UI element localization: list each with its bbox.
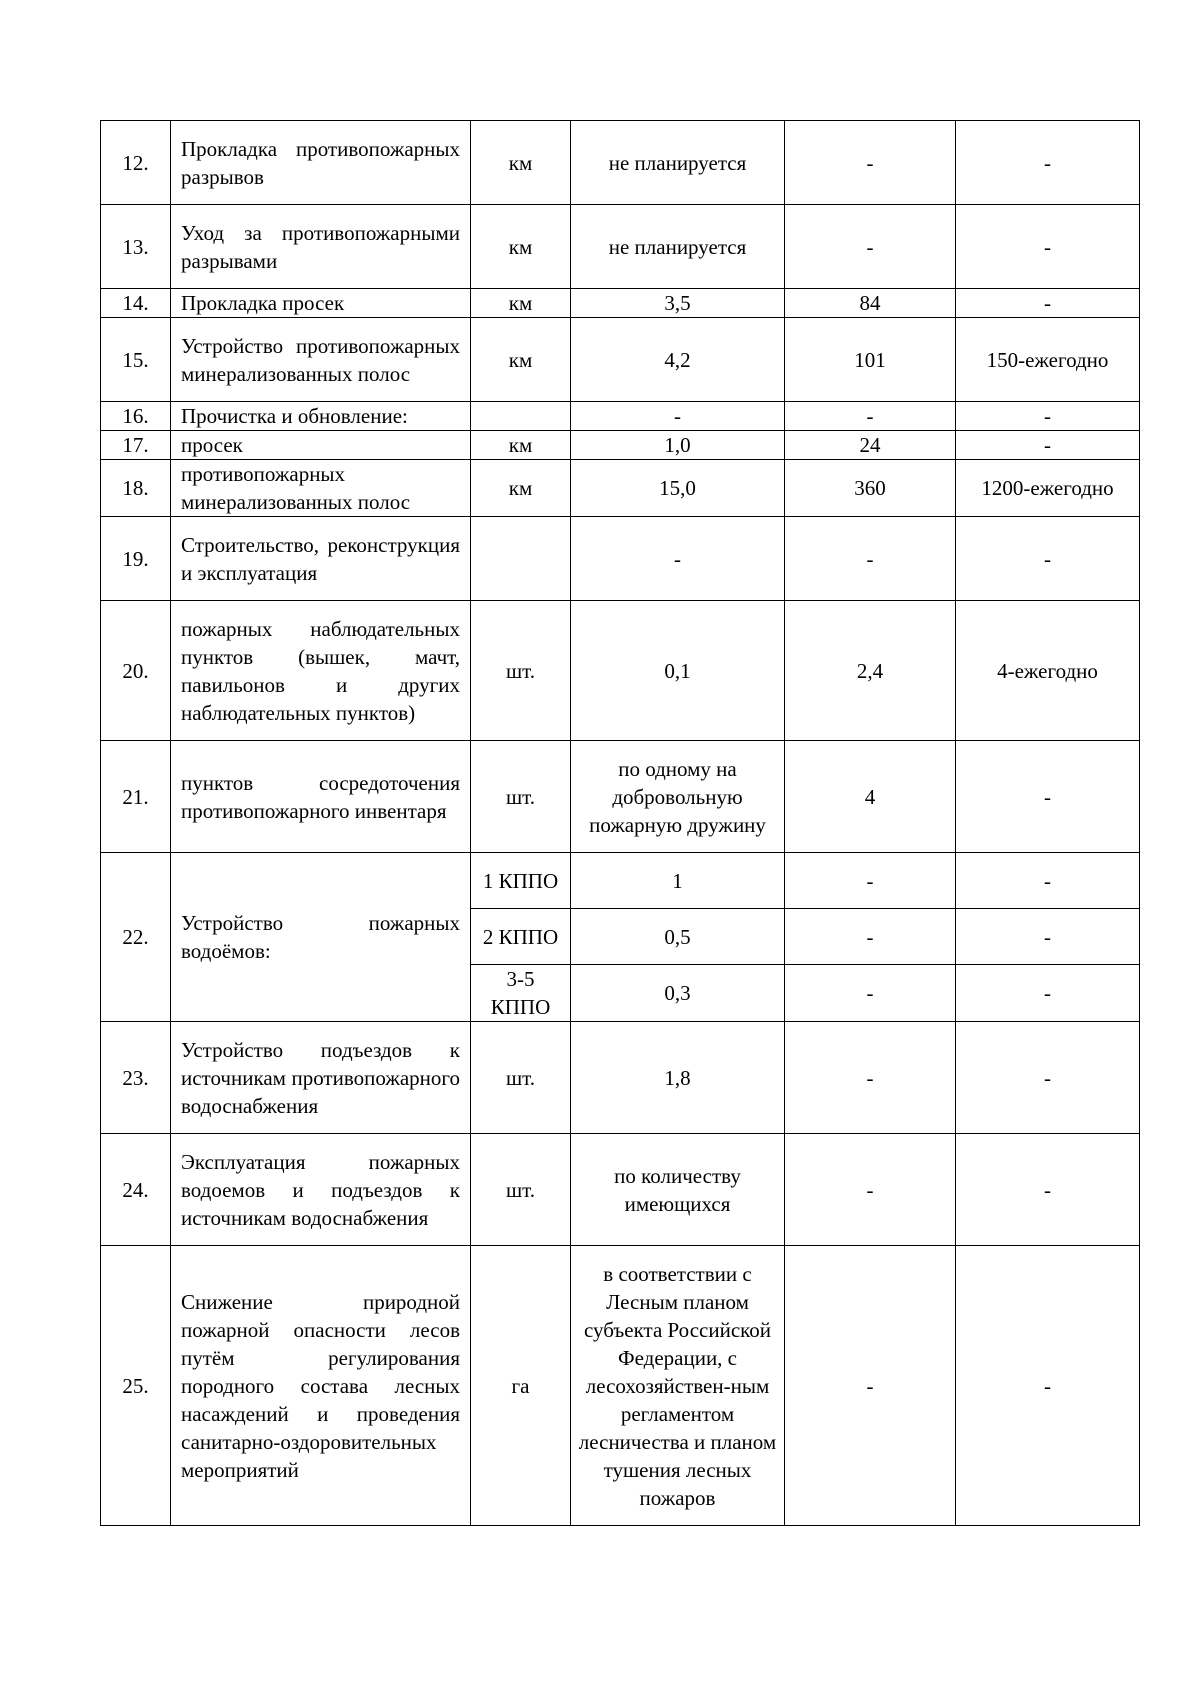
table-row xyxy=(101,517,1140,601)
table-row xyxy=(101,460,1140,517)
measure-name: просек xyxy=(171,431,471,460)
table-row xyxy=(101,853,1140,909)
unit-cell: км xyxy=(471,121,571,205)
unit-cell: шт. xyxy=(471,1134,571,1246)
row-number: 22. xyxy=(101,853,171,1022)
norm-cell: 4,2 xyxy=(571,318,785,402)
annual-cell: - xyxy=(956,289,1140,318)
unit-cell: км xyxy=(471,431,571,460)
row-number: 16. xyxy=(101,402,171,431)
norm-cell: по одному на добровольную пожарную дружину xyxy=(571,741,785,853)
unit-cell: 3-5 КППО xyxy=(471,965,571,1022)
table-row xyxy=(101,1246,1140,1526)
table-row xyxy=(101,601,1140,741)
norm-cell: 0,1 xyxy=(571,601,785,741)
annual-cell: 150-ежегодно xyxy=(956,318,1140,402)
table-row xyxy=(101,289,1140,318)
table-row xyxy=(101,402,1140,431)
annual-cell: 4-ежегодно xyxy=(956,601,1140,741)
value-cell: - xyxy=(785,1022,956,1134)
value-cell: - xyxy=(785,121,956,205)
annual-cell: - xyxy=(956,1134,1140,1246)
table-row xyxy=(101,318,1140,402)
value-cell: - xyxy=(785,965,956,1022)
unit-cell xyxy=(471,517,571,601)
table-row xyxy=(101,741,1140,853)
norm-cell: - xyxy=(571,402,785,431)
value-cell: 360 xyxy=(785,460,956,517)
norm-cell: по количеству имеющихся xyxy=(571,1134,785,1246)
unit-cell: шт. xyxy=(471,741,571,853)
norm-cell: 0,5 xyxy=(571,909,785,965)
row-number: 25. xyxy=(101,1246,171,1526)
row-number: 15. xyxy=(101,318,171,402)
unit-cell: км xyxy=(471,205,571,289)
row-number: 13. xyxy=(101,205,171,289)
norm-cell: - xyxy=(571,517,785,601)
row-number: 12. xyxy=(101,121,171,205)
row-number: 23. xyxy=(101,1022,171,1134)
measure-name: Устройство подъездов к источникам противопожарного водоснабжения xyxy=(171,1022,471,1134)
value-cell: 101 xyxy=(785,318,956,402)
annual-cell: - xyxy=(956,402,1140,431)
table-row xyxy=(101,1134,1140,1246)
table-row xyxy=(101,431,1140,460)
measure-name: пунктов сосредоточения противопожарного инвентаря xyxy=(171,741,471,853)
measure-name: Строительство, реконструкция и эксплуатация xyxy=(171,517,471,601)
annual-cell: 1200-ежегодно xyxy=(956,460,1140,517)
row-number: 14. xyxy=(101,289,171,318)
norm-cell: 1 xyxy=(571,853,785,909)
measure-name: Прокладка противопожарных разрывов xyxy=(171,121,471,205)
table-row xyxy=(101,1022,1140,1134)
value-cell: - xyxy=(785,517,956,601)
unit-cell: шт. xyxy=(471,1022,571,1134)
value-cell: - xyxy=(785,402,956,431)
measure-name: Прокладка просек xyxy=(171,289,471,318)
measure-name: пожарных наблюдательных пунктов (вышек, мачт, павильонов и других наблюдательных пунктов) xyxy=(171,601,471,741)
value-cell: - xyxy=(785,853,956,909)
row-number: 24. xyxy=(101,1134,171,1246)
unit-cell: км xyxy=(471,318,571,402)
row-number: 17. xyxy=(101,431,171,460)
measure-name: Эксплуатация пожарных водоемов и подъездов к источникам водоснабжения xyxy=(171,1134,471,1246)
norm-cell: 1,0 xyxy=(571,431,785,460)
row-number: 21. xyxy=(101,741,171,853)
value-cell: 4 xyxy=(785,741,956,853)
value-cell: 2,4 xyxy=(785,601,956,741)
row-number: 20. xyxy=(101,601,171,741)
measure-name: противопожарных минерализованных полос xyxy=(171,460,471,517)
annual-cell: - xyxy=(956,1022,1140,1134)
measure-name: Прочистка и обновление: xyxy=(171,402,471,431)
annual-cell: - xyxy=(956,741,1140,853)
unit-cell: га xyxy=(471,1246,571,1526)
norm-cell: 1,8 xyxy=(571,1022,785,1134)
value-cell: - xyxy=(785,1246,956,1526)
annual-cell: - xyxy=(956,909,1140,965)
norm-cell: в соответствии с Лесным планом субъекта Российской Федерации, с лесохозяйствен-ным регламентом лесничества и планом тушения лесных пожаров xyxy=(571,1246,785,1526)
annual-cell: - xyxy=(956,431,1140,460)
row-number: 18. xyxy=(101,460,171,517)
annual-cell: - xyxy=(956,853,1140,909)
value-cell: - xyxy=(785,205,956,289)
fire-measures-table xyxy=(100,120,1140,1526)
unit-cell xyxy=(471,402,571,431)
norm-cell: 15,0 xyxy=(571,460,785,517)
norm-cell: 0,3 xyxy=(571,965,785,1022)
measure-name: Уход за противопожарными разрывами xyxy=(171,205,471,289)
annual-cell: - xyxy=(956,517,1140,601)
measure-name: Устройство пожарных водоёмов: xyxy=(171,853,471,1022)
unit-cell: 1 КППО xyxy=(471,853,571,909)
annual-cell: - xyxy=(956,1246,1140,1526)
measure-name: Устройство противопожарных минерализованных полос xyxy=(171,318,471,402)
norm-cell: не планируется xyxy=(571,205,785,289)
measure-name: Снижение природной пожарной опасности лесов путём регулирования породного состава лесных насаждений и проведения санитарно-оздоровительных мероприятий xyxy=(171,1246,471,1526)
norm-cell: 3,5 xyxy=(571,289,785,318)
unit-cell: км xyxy=(471,289,571,318)
table-row xyxy=(101,205,1140,289)
value-cell: 84 xyxy=(785,289,956,318)
value-cell: - xyxy=(785,1134,956,1246)
value-cell: - xyxy=(785,909,956,965)
unit-cell: км xyxy=(471,460,571,517)
norm-cell: не планируется xyxy=(571,121,785,205)
value-cell: 24 xyxy=(785,431,956,460)
annual-cell: - xyxy=(956,121,1140,205)
annual-cell: - xyxy=(956,205,1140,289)
annual-cell: - xyxy=(956,965,1140,1022)
unit-cell: шт. xyxy=(471,601,571,741)
row-number: 19. xyxy=(101,517,171,601)
unit-cell: 2 КППО xyxy=(471,909,571,965)
table-row xyxy=(101,121,1140,205)
